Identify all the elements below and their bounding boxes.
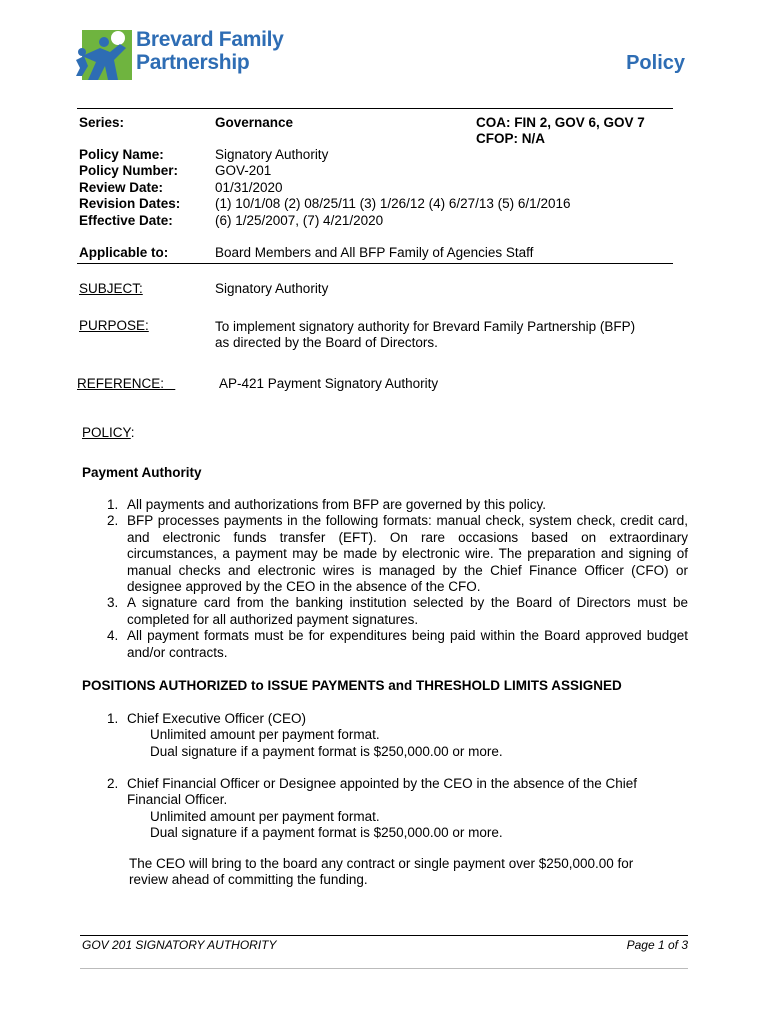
brand-logo	[74, 26, 304, 86]
position-limit-line: Unlimited amount per payment format.	[150, 808, 380, 824]
policy-heading: POLICY:	[82, 425, 135, 440]
footer-divider	[80, 935, 688, 936]
header-divider	[77, 108, 673, 109]
page-number: Page 1 of 3	[626, 938, 688, 952]
policy-number-value: GOV-201	[215, 163, 272, 179]
policy-name-value: Signatory Authority	[215, 147, 329, 162]
subject-label: SUBJECT:	[79, 281, 143, 296]
revision-dates-value: (1) 10/1/08 (2) 08/25/11 (3) 1/26/12 (4) 6/27/13 (5) 6/1/2016	[215, 196, 571, 212]
list-item: 2. Chief Financial Officer or Designee appointed by the CEO in the absence of the Chief Financial Officer.	[107, 776, 638, 808]
purpose-value	[215, 319, 635, 352]
subject-value: Signatory Authority	[215, 281, 329, 296]
position-limit-line: Dual signature if a payment format is $250,000.00 or more.	[150, 825, 503, 841]
note-line-2: review ahead of committing the funding.	[129, 872, 368, 888]
positions-list-2	[82, 776, 642, 842]
cfop-text: CFOP: N/A	[476, 131, 545, 147]
applicable-label: Applicable to:	[79, 245, 169, 260]
series-label: Series:	[79, 115, 125, 130]
logo-text-line1: Brevard Family	[136, 28, 284, 51]
meta-labels	[79, 147, 180, 229]
payment-authority-heading: Payment Authority	[82, 465, 202, 480]
payment-authority-list	[82, 497, 688, 661]
positions-heading: POSITIONS AUTHORIZED to ISSUE PAYMENTS and THRESHOLD LIMITS ASSIGNED	[82, 678, 622, 693]
list-item: 1. Chief Executive Officer (CEO)	[107, 711, 307, 726]
purpose-label: PURPOSE:	[79, 318, 149, 333]
review-date-label: Review Date:	[79, 179, 164, 195]
position-limit-line: Dual signature if a payment format is $250,000.00 or more.	[150, 743, 503, 759]
coa-block	[476, 115, 645, 148]
positions-list	[82, 711, 688, 760]
position-limit-line: Unlimited amount per payment format.	[150, 727, 380, 743]
reference-value: AP-421 Payment Signatory Authority	[219, 376, 439, 391]
list-item: 2. BFP processes payments in the following formats: manual check, system check, credit card, and electronic funds transfer (EFT). On rare occasions based on extraordinary circumstances, a payment may be made by electronic wire. The preparation and signing of manual checks and electronic wires is managed by the Chief Finance Officer (CFO) or designee approved by the CEO in the absence of the CFO.	[107, 513, 688, 595]
coa-text: COA: FIN 2, GOV 6, GOV 7	[476, 115, 645, 130]
meta-values	[215, 147, 570, 229]
policy-name-label: Policy Name:	[79, 147, 164, 162]
reference-label: REFERENCE:	[77, 376, 165, 391]
doc-type-title: Policy	[626, 52, 685, 74]
positions-note	[129, 856, 633, 889]
policy-number-label: Policy Number:	[79, 163, 179, 179]
purpose-line-1: To implement signatory authority for Brevard Family Partnership (BFP)	[215, 319, 636, 334]
meta-divider	[77, 263, 673, 264]
list-item: 1. All payments and authorizations from BFP are governed by this policy.	[107, 497, 546, 512]
revision-dates-label: Revision Dates:	[79, 196, 181, 212]
list-item: 4. All payment formats must be for expenditures being paid within the Board approved budget and/or contracts.	[107, 628, 688, 660]
family-figures-icon	[74, 26, 134, 84]
purpose-line-2: as directed by the Board of Directors.	[215, 335, 438, 351]
footer-left: GOV 201 SIGNATORY AUTHORITY	[82, 938, 277, 952]
effective-date-value: (6) 1/25/2007, (7) 4/21/2020	[215, 212, 384, 228]
series-value: Governance	[215, 115, 294, 130]
applicable-value: Board Members and All BFP Family of Agencies Staff	[215, 245, 534, 260]
effective-date-label: Effective Date:	[79, 212, 173, 228]
logo-text-line2: Partnership	[136, 51, 250, 74]
list-item: 3. A signature card from the banking institution selected by the Board of Directors must be completed for all authorized payment signatures.	[107, 595, 688, 627]
review-date-value: 01/31/2020	[215, 179, 283, 195]
footer-bottom-rule	[80, 968, 688, 969]
note-line-1: The CEO will bring to the board any contract or single payment over $250,000.00 for	[129, 856, 634, 871]
